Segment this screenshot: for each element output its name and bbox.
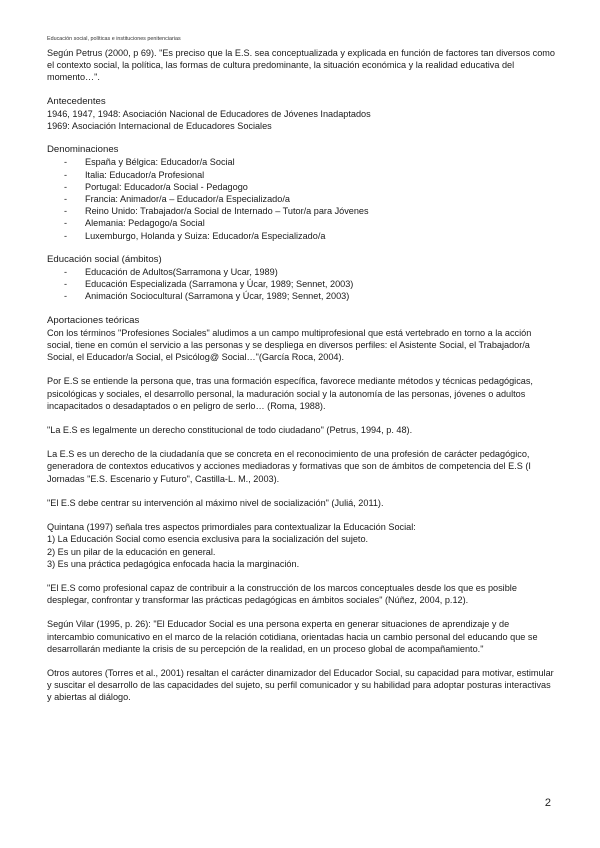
page-number: 2 bbox=[544, 797, 551, 809]
denominaciones-heading: Denominaciones bbox=[47, 144, 119, 156]
denominaciones-list bbox=[47, 156, 557, 241]
aportaciones-paragraph: "El E.S debe centrar su intervención al máximo nivel de socialización" (Juliá, 2011). bbox=[47, 497, 384, 508]
page-content bbox=[47, 47, 557, 704]
list-item: - Francia: Animador/a – Educador/a Especializado/a bbox=[47, 193, 557, 205]
antecedentes-heading: Antecedentes bbox=[47, 95, 106, 107]
list-item: - Reino Unido: Trabajador/a Social de Internado – Tutor/a para Jóvenes bbox=[47, 205, 557, 217]
aportaciones-paragraph: "La E.S es legalmente un derecho constitucional de todo ciudadano" (Petrus, 1994, p. 48). bbox=[47, 425, 413, 436]
intro-paragraph: Según Petrus (2000, p 69). "Es preciso que la E.S. sea conceptualizada y explicada en función de factores tan diversos como el contexto social, la política, las formas de cultura predominante, la situación económica y la realidad educativa del momento…". bbox=[47, 48, 555, 83]
numbered-line: 2) Es un pilar de la educación en general. bbox=[47, 546, 216, 557]
aportaciones-paragraph: La E.S es un derecho de la ciudadanía que se concreta en el reconocimiento de una profesión de carácter pedagógico, generadora de contextos educativos y acciones mediadoras y formativas que son de ámbitos de competencia del E.S (I Jornadas "E.S. Escenario y Futuro", Castilla-L. M., 2003). bbox=[47, 449, 531, 484]
list-item: - España y Bélgica: Educador/a Social bbox=[47, 156, 557, 168]
antecedentes-line: 1969: Asociación Internacional de Educadores Sociales bbox=[47, 121, 272, 132]
numbered-line: 3) Es una práctica pedagógica enfocada hacia la marginación. bbox=[47, 558, 300, 569]
list-item: - Portugal: Educador/a Social - Pedagogo bbox=[47, 181, 557, 193]
list-item: - Educación de Adultos(Sarramona y Ucar, 1989) bbox=[47, 266, 557, 278]
aportaciones-paragraph: Según Vilar (1995, p. 26): "El Educador Social es una persona experta en generar situaciones de aprendizaje y de intercambio comunicativo en el marco de la relación cotidiana, orientadas hacia un cambio personal del educando que se desarrollarán mediante la crisis de su percepción de la realidad, en un proceso global de acompañamiento." bbox=[47, 619, 538, 654]
aportaciones-paragraph: "El E.S como profesional capaz de contribuir a la construcción de los marcos conceptuales desde los que es posible desplegar, confrontar y transformar las prácticas pedagógicas en ámbitos sociales" (Núñez, 2004, p.12). bbox=[47, 582, 517, 606]
list-item: - Luxemburgo, Holanda y Suiza: Educador/a Especializado/a bbox=[47, 230, 557, 242]
list-item: - Educación Especializada (Sarramona y Úcar, 1989; Sennet, 2003) bbox=[47, 278, 557, 290]
aportaciones-paragraph: Quintana (1997) señala tres aspectos primordiales para contextualizar la Educación Social: bbox=[47, 522, 416, 533]
antecedentes-line: 1946, 1947, 1948: Asociación Nacional de Educadores de Jóvenes Inadaptados bbox=[47, 108, 371, 119]
running-header: Educación social, políticas e instituciones penitenciarias bbox=[47, 36, 181, 42]
list-item: - Alemania: Pedagogo/a Social bbox=[47, 217, 557, 229]
aportaciones-paragraph: Por E.S se entiende la persona que, tras una formación específica, favorece mediante métodos y técnicas pedagógicas, psicológicas y sociales, el desarrollo personal, la maduración social y la autonomía de las personas, jóvenes o adultos incapacitados o desadaptados o en peligro de serlo… (Roma, 1988). bbox=[47, 376, 533, 411]
ambitos-list bbox=[47, 266, 557, 303]
aportaciones-paragraph: Con los términos "Profesiones Sociales" aludimos a un campo multiprofesional que está vertebrado en torno a la acción social, tiene en común el servicio a las personas y se despliega en diversos perfiles: el Asistente Social, el Trabajador/a Social, el Educador/a Social, el Psicólog@ Social…"(García Roca, 2004). bbox=[47, 327, 532, 363]
aportaciones-paragraph: Otros autores (Torres et al., 2001) resaltan el carácter dinamizador del Educador Social, su capacidad para motivar, estimular y suscitar el desarrollo de las capacidades del sujeto, su perfil comunicador y su habilidad para adoptar posturas interactivas y abiertas al diálogo. bbox=[47, 667, 554, 703]
numbered-line: 1) La Educación Social como esencia exclusiva para la socialización del sujeto. bbox=[47, 534, 369, 545]
list-item: - Italia: Educador/a Profesional bbox=[47, 169, 557, 181]
list-item: - Animación Sociocultural (Sarramona y Úcar, 1989; Sennet, 2003) bbox=[47, 290, 557, 302]
aportaciones-heading: Aportaciones teóricas bbox=[47, 314, 140, 326]
ambitos-heading: Educación social (ámbitos) bbox=[47, 253, 162, 265]
